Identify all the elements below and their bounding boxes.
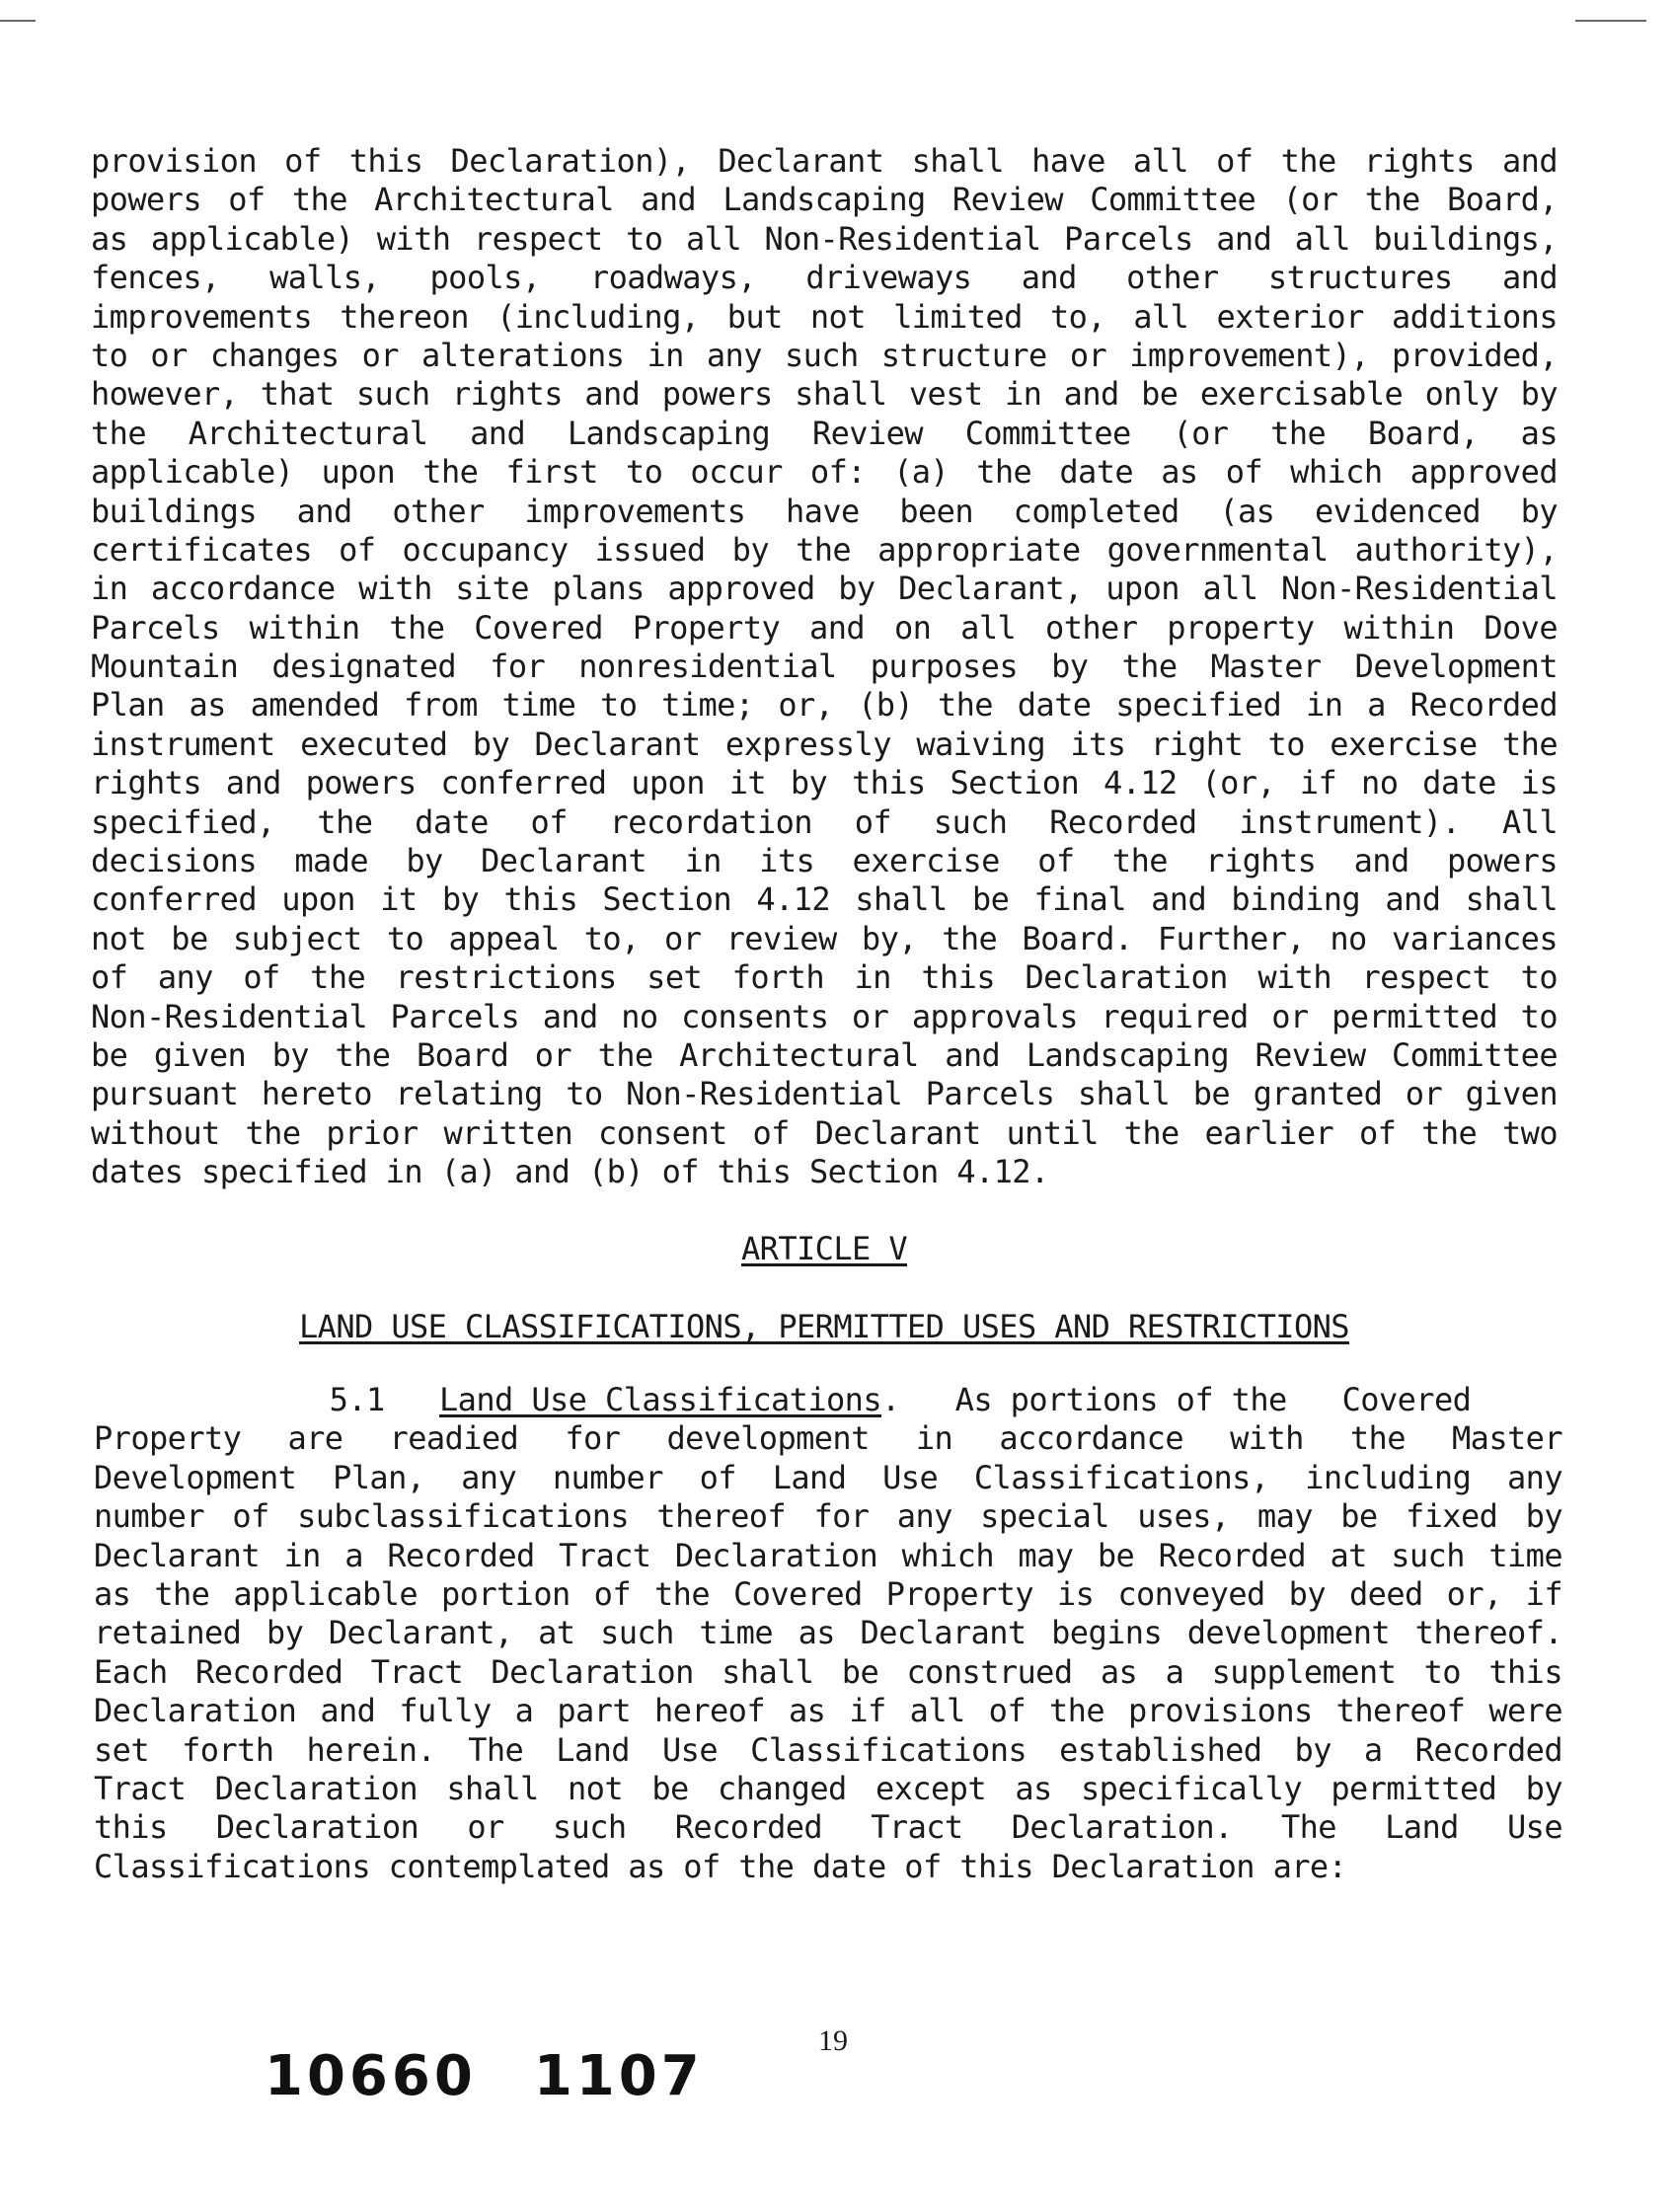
text-line: certificates of occupancy issued by the appropriate governmental authority), xyxy=(91,530,1558,569)
text-line: set forth herein. The Land Use Classifications established by a Recorded xyxy=(94,1730,1562,1769)
text-line: Declarant in a Recorded Tract Declaration which may be Recorded at such time xyxy=(94,1536,1562,1574)
text-line: be given by the Board or the Architectural and Landscaping Review Committee xyxy=(91,1035,1558,1074)
text-line: Non-Residential Parcels and no consents or approvals required or permitted to xyxy=(91,997,1558,1035)
scan-edge-mark-right xyxy=(1575,20,1646,22)
text-line: to or changes or alterations in any such structure or improvement), provided, xyxy=(91,336,1558,374)
text-line: specified, the date of recordation of such Recorded instrument). All xyxy=(91,802,1558,841)
text-line: pursuant hereto relating to Non-Residential Parcels shall be granted or given xyxy=(91,1075,1558,1113)
text-line: provision of this Declaration), Declarant shall have all of the rights and xyxy=(91,142,1558,180)
text-line: retained by Declarant, at such time as Declarant begins development thereof. xyxy=(94,1614,1562,1652)
article-title-text: LAND USE CLASSIFICATIONS, PERMITTED USES AND RESTRICTIONS xyxy=(299,1308,1349,1345)
text-line: this Declaration or such Recorded Tract Declaration. The Land Use xyxy=(94,1808,1562,1847)
text-line: without the prior written consent of Declarant until the earlier of the two xyxy=(91,1113,1558,1152)
text-line: conferred upon it by this Section 4.12 shall be final and binding and shall xyxy=(91,880,1558,919)
paragraph-section-4-12-continuation xyxy=(91,142,1558,1192)
article-title xyxy=(91,1307,1558,1346)
text-line: Each Recorded Tract Declaration shall be construed as a supplement to this xyxy=(94,1652,1562,1691)
text-line: fences, walls, pools, roadways, driveways and other structures and xyxy=(91,259,1558,297)
text-line: Tract Declaration shall not be changed except as specifically permitted by xyxy=(94,1769,1562,1807)
text-line: Property are readied for development in accordance with the Master xyxy=(94,1419,1562,1458)
text-line: as applicable) with respect to all Non-Residential Parcels and all buildings, xyxy=(91,219,1558,258)
section-5-1-first-line xyxy=(94,1381,1562,1419)
text-line: buildings and other improvements have been completed (as evidenced by xyxy=(91,492,1558,530)
scan-edge-mark-left xyxy=(0,20,36,22)
recording-stamp xyxy=(265,2045,704,2108)
text-line: as the applicable portion of the Covered Property is conveyed by deed or, if xyxy=(94,1574,1562,1613)
text-line: dates specified in (a) and (b) of this Section 4.12. xyxy=(91,1153,1049,1191)
text-line: Parcels within the Covered Property and on all other property within Dove xyxy=(91,608,1558,647)
text-line: Development Plan, any number of Land Use Classifications, including any xyxy=(94,1458,1562,1496)
text-line: Mountain designated for nonresidential purposes by the Master Development xyxy=(91,648,1558,686)
record-page-number: 1107 xyxy=(533,2044,704,2108)
section-number: 5.1 xyxy=(329,1381,385,1418)
paragraph-section-5-1 xyxy=(94,1381,1562,1886)
text-line: number of subclassifications thereof for any special uses, may be fixed by xyxy=(94,1497,1562,1536)
text-line: improvements thereon (including, but not limited to, all exterior additions xyxy=(91,297,1558,336)
text-line: powers of the Architectural and Landscaping Review Committee (or the Board, xyxy=(91,181,1558,219)
text-line: Declaration and fully a part hereof as if all of the provisions thereof were xyxy=(94,1692,1562,1730)
article-number: ARTICLE V xyxy=(741,1230,907,1267)
text-line: instrument executed by Declarant expressly waiving its right to exercise the xyxy=(91,725,1558,763)
text-line: decisions made by Declarant in its exercise of the rights and powers xyxy=(91,842,1558,880)
record-docket-number: 10660 xyxy=(265,2044,477,2108)
text-line: however, that such rights and powers shall vest in and be exercisable only by xyxy=(91,375,1558,414)
text-line: in accordance with site plans approved by Declarant, upon all Non-Residential xyxy=(91,570,1558,608)
text-line: the Architectural and Landscaping Review Committee (or the Board, as xyxy=(91,414,1558,452)
text-line: of any of the restrictions set forth in this Declaration with respect to xyxy=(91,958,1558,997)
text-line: applicable) upon the first to occur of: (a) the date as of which approved xyxy=(91,453,1558,492)
section-first-line-rest: . As portions of the Covered xyxy=(881,1381,1472,1418)
page-number: 19 xyxy=(818,2024,848,2057)
text-line: Plan as amended from time to time; or, (b) the date specified in a Recorded xyxy=(91,686,1558,725)
text-line: rights and powers conferred upon it by this Section 4.12 (or, if no date is xyxy=(91,764,1558,802)
text-line: Classifications contemplated as of the date of this Declaration are: xyxy=(94,1847,1347,1885)
article-heading xyxy=(91,1229,1558,1268)
section-title: Land Use Classifications xyxy=(439,1381,881,1418)
text-line: not be subject to appeal to, or review by, the Board. Further, no variances xyxy=(91,919,1558,957)
